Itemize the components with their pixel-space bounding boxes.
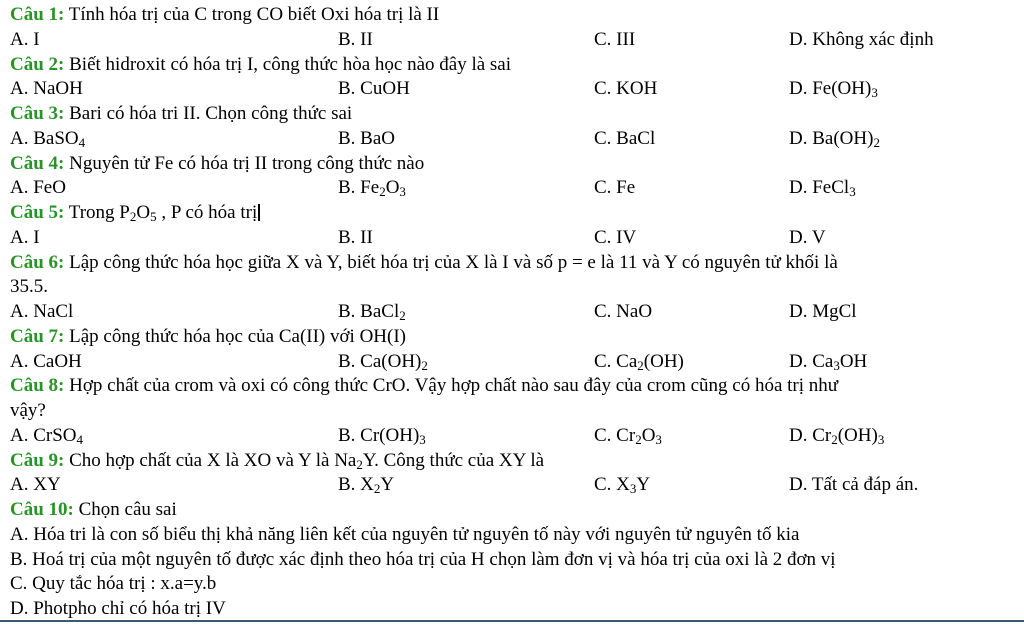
answer-option-D: D. FeCl$_3$ bbox=[789, 177, 856, 200]
question-line bbox=[0, 3, 1024, 28]
answer-option-B: B. $Ca(OH)_2$ bbox=[338, 350, 428, 373]
question-text: Trong $P_2O_5$ , P có hóa trị bbox=[68, 202, 258, 224]
answer-option-A: A. BaSO$_4$ bbox=[10, 127, 86, 150]
question-label: Câu 1: bbox=[10, 4, 65, 25]
question-line-continued bbox=[0, 275, 1024, 300]
answer-option-B: B. $Cr(OH)_3$ bbox=[338, 424, 426, 447]
answer-option-C: C. $Cr_2O_3$ bbox=[594, 424, 662, 447]
question-label: Câu 6: bbox=[10, 251, 65, 273]
answer-option-B: B. II bbox=[338, 226, 373, 248]
answer-option-D: D. MgCl bbox=[789, 301, 857, 322]
question-line bbox=[0, 251, 1024, 276]
answer-option-D: D. $Cr_2(OH)_3$ bbox=[789, 424, 885, 447]
answer-option-D: D. $Ca_3OH$ bbox=[789, 350, 868, 373]
answer-options-row bbox=[0, 226, 1024, 251]
answer-option-A: A. FeO bbox=[10, 177, 66, 199]
answer-option-D: D. V bbox=[789, 226, 826, 248]
question-label: Câu 2: bbox=[10, 53, 65, 75]
question-text: 35.5. bbox=[10, 276, 48, 298]
question-text: Chọn câu sai bbox=[78, 499, 177, 520]
question-line bbox=[0, 374, 1024, 399]
question-label: Câu 4: bbox=[10, 152, 65, 174]
question-line bbox=[0, 449, 1024, 474]
answer-option-A: A. I bbox=[10, 226, 40, 248]
answer-options-row bbox=[0, 28, 1024, 53]
answer-options-row bbox=[0, 473, 1024, 498]
answer-options-row bbox=[0, 350, 1024, 375]
answer-option-B: B. BaCl$_2$ bbox=[338, 301, 406, 323]
question-text: Cho hợp chất của X là XO và Y là $Na_2Y$. Công thức của XY là bbox=[69, 449, 545, 472]
text-cursor bbox=[258, 204, 260, 221]
question-label: Câu 8: bbox=[10, 375, 65, 397]
answer-option-A: A. NaOH bbox=[10, 78, 83, 100]
answer-option-C: C. Fe bbox=[594, 177, 636, 199]
question-text: Hợp chất của crom và oxi có công thức CrO. Vậy hợp chất nào sau đây của crom cũng có hóa trị như bbox=[69, 375, 839, 397]
question-line bbox=[0, 498, 1024, 523]
answer-option-B: B. BaO bbox=[338, 127, 395, 149]
answer-option-D: D. Photpho chỉ có hóa trị IV bbox=[10, 598, 226, 619]
answer-option-D: D. $Fe(OH)_3$ bbox=[789, 78, 878, 101]
question-line bbox=[0, 152, 1024, 177]
answer-option-B: B. II bbox=[338, 28, 373, 50]
answer-option-B: B. $X_2Y$ bbox=[338, 474, 395, 497]
question-text: Bari có hóa tri II. Chọn công thức sai bbox=[69, 103, 353, 124]
answer-options-row bbox=[0, 424, 1024, 449]
question-label: Câu 3: bbox=[10, 103, 65, 124]
answer-option-B: B. CuOH bbox=[338, 78, 410, 100]
answer-options-row bbox=[0, 176, 1024, 201]
question-label: Câu 10: bbox=[10, 499, 74, 520]
answer-option-C: C. $X_3Y$ bbox=[594, 474, 651, 497]
question-line bbox=[0, 325, 1024, 350]
question-line bbox=[0, 102, 1024, 127]
question-label: Câu 9: bbox=[10, 449, 65, 471]
question-line bbox=[0, 53, 1024, 78]
answer-option-D: D. Không xác định bbox=[789, 28, 934, 50]
answer-option-C: C. III bbox=[594, 28, 636, 50]
question-text: Biết hidroxit có hóa trị I, công thức hòa học nào đây là sai bbox=[69, 53, 512, 75]
answer-options-row bbox=[0, 127, 1024, 152]
question-text: Nguyên tử Fe có hóa trị II trong công thức nào bbox=[69, 152, 425, 174]
question-text: Tính hóa trị của C trong CO biết Oxi hóa trị là II bbox=[68, 4, 440, 25]
quiz-question-list bbox=[0, 3, 1024, 622]
answer-option-A: A. XY bbox=[10, 474, 61, 496]
answer-options-row bbox=[0, 77, 1024, 102]
answer-option-C: C. KOH bbox=[594, 78, 658, 100]
answer-option-C: C. $Ca_2(OH)$ bbox=[594, 350, 684, 373]
answer-option-A: A. CrSO$_4$ bbox=[10, 424, 84, 447]
answer-option-A: A. I bbox=[10, 28, 40, 50]
answer-option-B: B. Hoá trị của một nguyên tố được xác định theo hóa trị của H chọn làm đơn vị và hóa trị của oxi là 2 đơn vị bbox=[10, 548, 836, 570]
answer-option-A: A. NaCl bbox=[10, 301, 74, 322]
answer-option-A: A. Hóa tri là con số biểu thị khả năng liên kết của nguyên tử nguyên tố này với nguyên tử nguyên tố kia bbox=[10, 523, 800, 545]
answer-option-C: C. IV bbox=[594, 226, 637, 248]
answer-option-D: D. Tất cả đáp án. bbox=[789, 474, 919, 496]
answer-option-C: C. NaO bbox=[594, 301, 653, 322]
page-bottom-border bbox=[0, 620, 1024, 622]
question-text: Lập công thức hóa học của Ca(II) với OH(I) bbox=[69, 325, 407, 347]
question-text: vậy? bbox=[10, 400, 46, 421]
question-text: Lập công thức hóa học giữa X và Y, biết hóa trị của X là I và số p = e là 11 và Y có nguyên tử khối là bbox=[69, 251, 838, 273]
answer-option-D: D. $Ba(OH)_2$ bbox=[789, 127, 880, 150]
answer-options-row bbox=[0, 300, 1024, 325]
question-line-continued bbox=[0, 399, 1024, 424]
question-label: Câu 7: bbox=[10, 325, 65, 347]
answer-option-B: B. $Fe_2O_3$ bbox=[338, 177, 406, 200]
answer-option-C: C. BaCl bbox=[594, 127, 656, 149]
question-line bbox=[0, 201, 1024, 226]
question-label: Câu 5: bbox=[10, 202, 65, 223]
answer-option-C: C. Quy tắc hóa trị : x.a=y.b bbox=[10, 573, 217, 595]
answer-option-A: A. CaOH bbox=[10, 350, 82, 372]
